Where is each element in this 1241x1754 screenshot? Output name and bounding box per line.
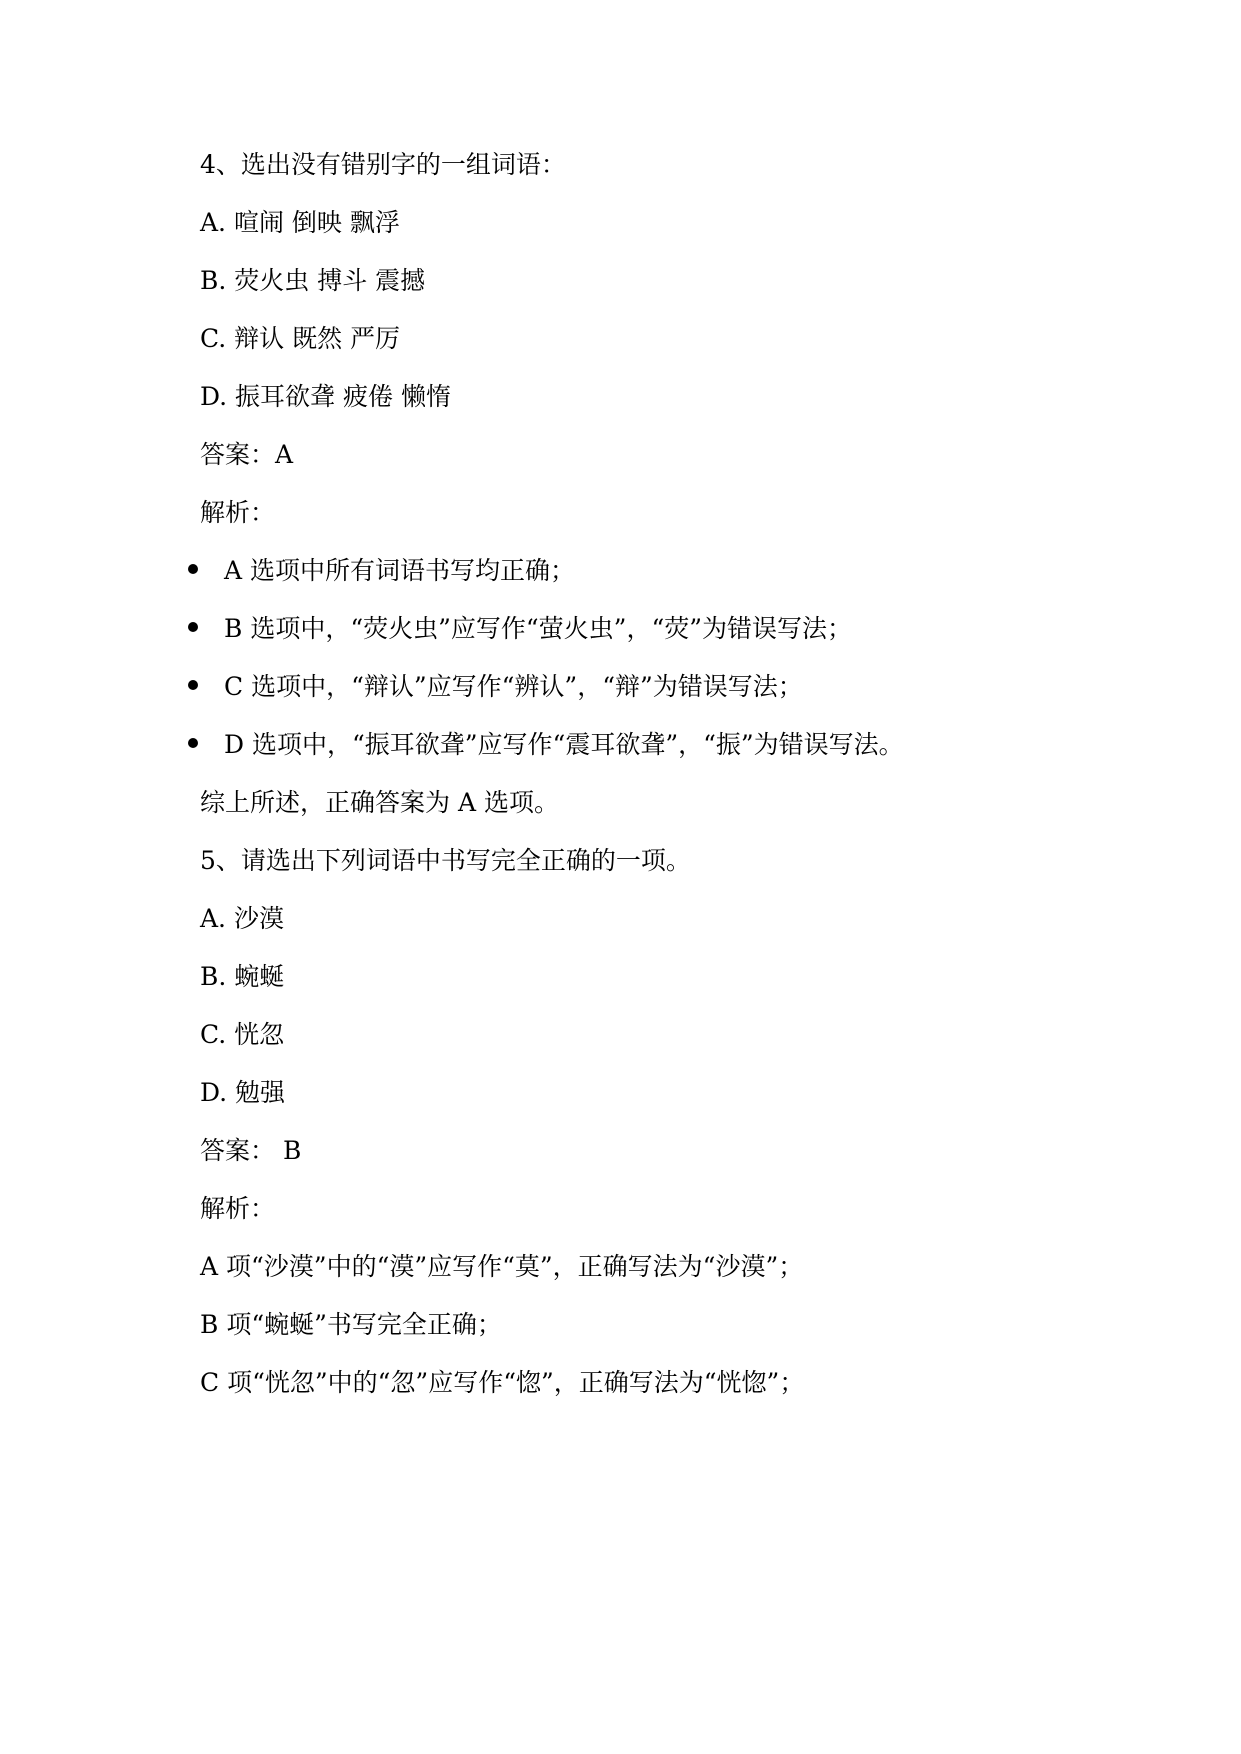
question-4-summary: 综上所述，正确答案为 A 选项。 <box>200 788 559 817</box>
question-4-answer: 答案：A <box>200 440 294 469</box>
question-5-option-b: B. 蜿蜒 <box>200 962 285 991</box>
question-4-option-b: B. 荧火虫 搏斗 震撼 <box>200 266 426 295</box>
question-5-analysis-item: C 项“恍忽”中的“忽”应写作“惚”，正确写法为“恍惚”； <box>200 1368 805 1397</box>
question-4-title: 4、选出没有错别字的一组词语： <box>200 150 566 179</box>
question-5-analysis-item: B 项“蜿蜒”书写完全正确； <box>200 1310 502 1339</box>
question-4-analysis-item: A 选项中所有词语书写均正确； <box>224 556 576 585</box>
question-4-analysis-label: 解析： <box>200 498 276 527</box>
question-4-option-d: D. 振耳欲聋 疲倦 懒惰 <box>200 382 451 411</box>
question-4-option-c: C. 辩认 既然 严厉 <box>200 324 401 353</box>
question-4-option-a: A. 喧闹 倒映 飘浮 <box>200 208 400 237</box>
question-5-option-c: C. 恍忽 <box>200 1020 285 1049</box>
bullet-icon <box>188 622 198 632</box>
question-5-answer: 答案： B <box>200 1136 302 1165</box>
question-5-analysis-label: 解析： <box>200 1194 276 1223</box>
question-5-option-a: A. 沙漠 <box>200 904 284 933</box>
question-5-analysis-item: A 项“沙漠”中的“漠”应写作“莫”，正确写法为“沙漠”； <box>200 1252 804 1281</box>
question-4-analysis-item: D 选项中，“振耳欲聋”应写作“震耳欲聋”，“振”为错误写法。 <box>224 730 904 759</box>
question-4-analysis-item: C 选项中，“辩认”应写作“辨认”，“辩”为错误写法； <box>224 672 803 701</box>
bullet-icon <box>188 680 198 690</box>
bullet-icon <box>188 738 198 748</box>
question-4-analysis-item: B 选项中，“荧火虫”应写作“萤火虫”，“荧”为错误写法； <box>224 614 853 643</box>
question-5-option-d: D. 勉强 <box>200 1078 286 1107</box>
bullet-icon <box>188 564 198 574</box>
question-5-title: 5、请选出下列词语中书写完全正确的一项。 <box>200 846 691 875</box>
